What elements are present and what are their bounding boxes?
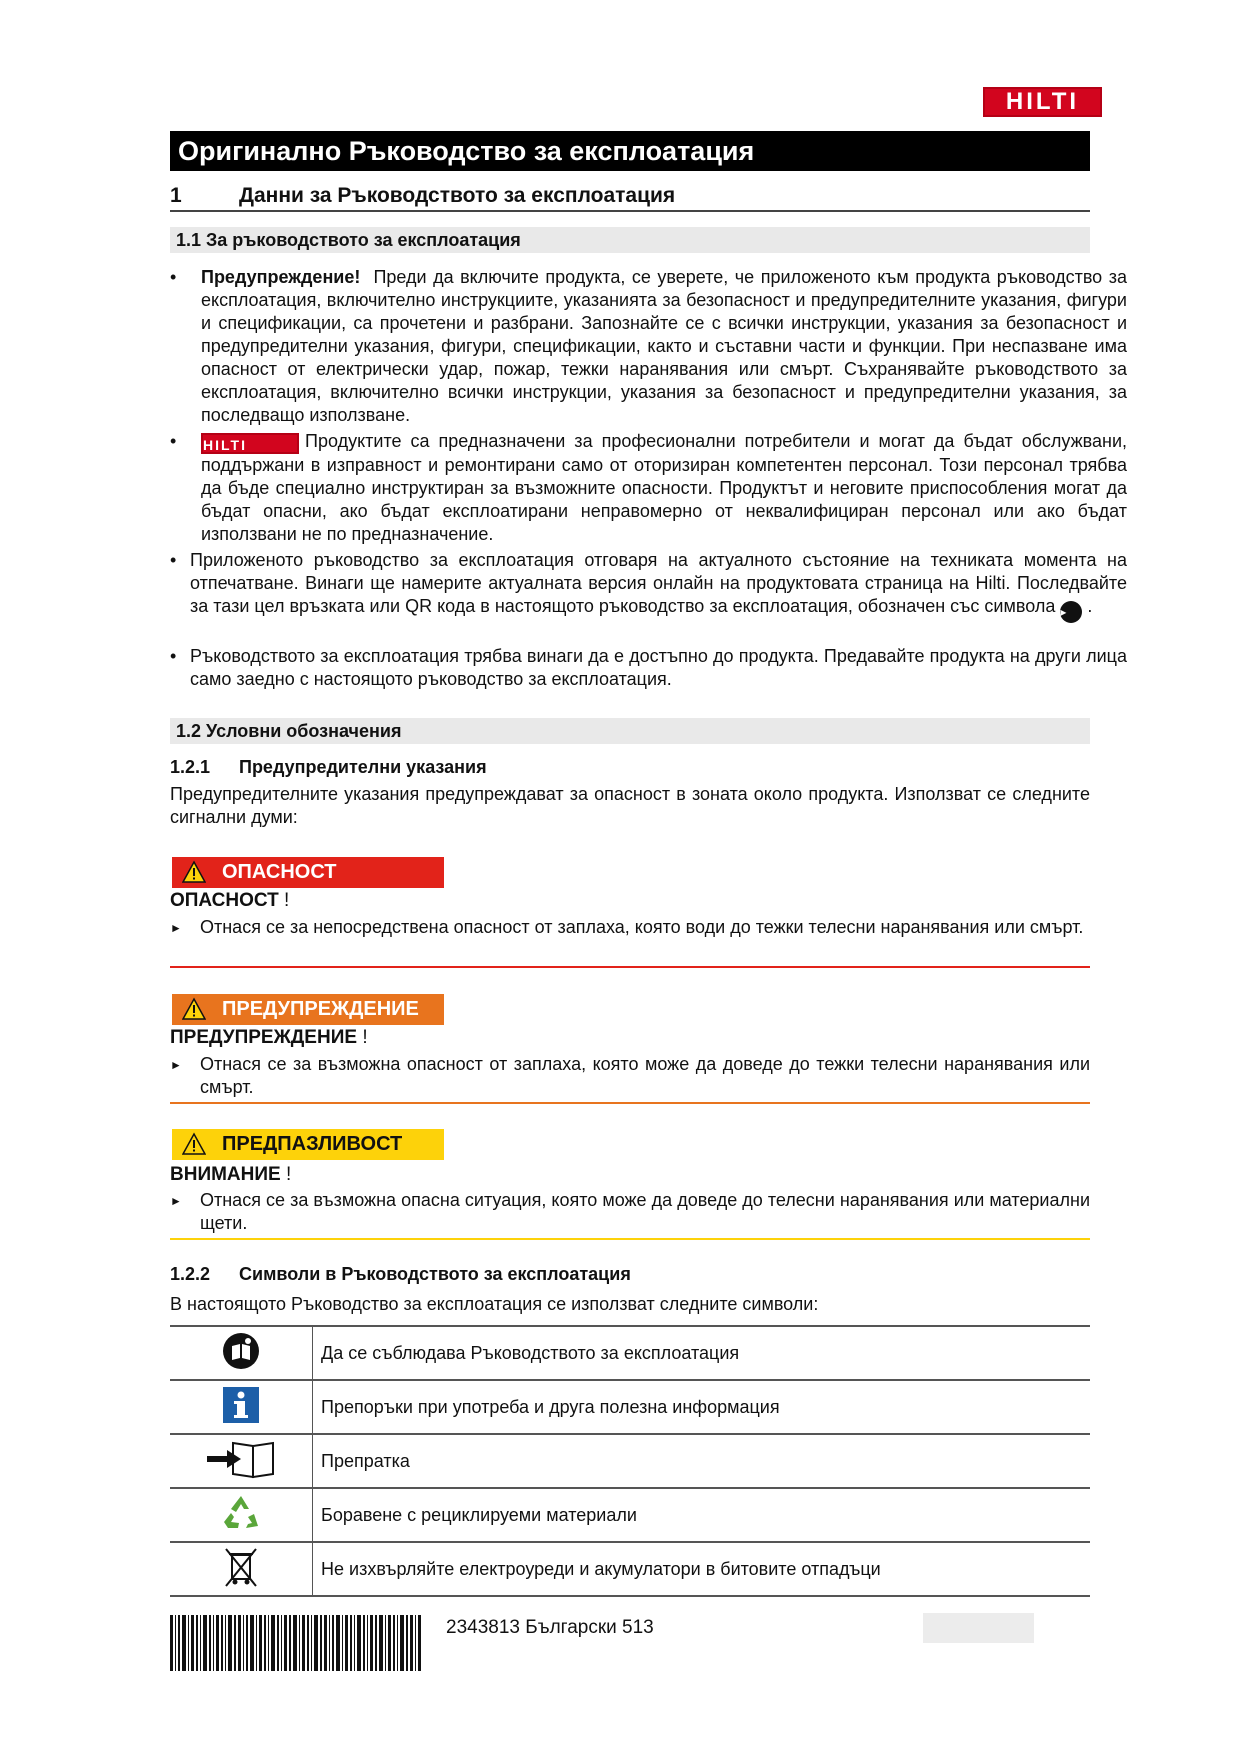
danger-label: ОПАСНОСТ bbox=[222, 861, 337, 883]
arrow-bullet-icon: ► bbox=[170, 1058, 182, 1072]
symbol-description: Препоръки при употреба и друга полезна информация bbox=[313, 1380, 1091, 1434]
subsection-title: Символи в Ръководството за експлоатация bbox=[239, 1264, 631, 1284]
table-row bbox=[170, 1380, 1090, 1434]
footer-page-info: 2343813 Български 513 bbox=[446, 1617, 654, 1638]
bullet-warning-paragraph bbox=[201, 266, 1127, 427]
table-row bbox=[170, 1434, 1090, 1488]
symbol-description: Препратка bbox=[313, 1434, 1091, 1488]
professional-text: Продуктите са предназначени за професионални потребители и могат да бъдат обслужвани, поддържани в изправност и ремонтирани само от оторизиран компетентен персонал. Този персонал трябва да бъде специално инструктиран за възможните опасности. Продуктът и неговите приспособления могат да бъдат опасни, ако бъдат експлоатирани неправомерно от неквалифициран персонал или ако бъдат използвани не по предназначение. bbox=[201, 431, 1127, 544]
bullet-marker: • bbox=[170, 431, 177, 451]
warning-rule bbox=[170, 1102, 1090, 1104]
warning-word: ПРЕДУПРЕЖДЕНИЕ ! bbox=[170, 1027, 368, 1048]
subsection-number: 1.2.1 bbox=[170, 757, 211, 777]
arrow-bullet-icon: ► bbox=[170, 1194, 182, 1208]
chapter-number: 1 bbox=[170, 184, 182, 207]
bullet-availability-paragraph bbox=[190, 645, 1127, 691]
symbol-cell bbox=[170, 1434, 313, 1488]
bullet-marker: • bbox=[170, 550, 177, 570]
caution-label: ПРЕДПАЗЛИВОСТ bbox=[222, 1133, 403, 1155]
arrow-bullet-icon: ► bbox=[170, 921, 182, 935]
danger-signal-bar bbox=[172, 857, 444, 888]
reference-book-icon bbox=[203, 1437, 279, 1481]
warnings-intro: Предупредителните указания предупреждават за опасност в зоната около продукта. Използват се следните сигнални думи: bbox=[170, 784, 1090, 827]
table-row bbox=[170, 1542, 1090, 1596]
danger-description: Отнася се за непосредствена опасност от заплаха, която води до тежки телесни наранявания или смърт. bbox=[200, 917, 1084, 937]
table-row bbox=[170, 1326, 1090, 1380]
info-icon bbox=[221, 1385, 261, 1425]
warning-lead: Предупреждение! bbox=[201, 267, 361, 287]
manual-icon: ▸ bbox=[1060, 601, 1082, 623]
chapter-title: Данни за Ръководството за експлоатация bbox=[239, 184, 676, 207]
manual-icon bbox=[221, 1331, 261, 1371]
section-heading-1-2: 1.2 Условни обозначения bbox=[170, 718, 1090, 744]
chapter-divider bbox=[170, 210, 1090, 212]
symbol-description: Да се съблюдава Ръководството за експлоатация bbox=[313, 1326, 1091, 1380]
current-version-end: . bbox=[1087, 596, 1093, 616]
symbols-intro: В настоящото Ръководство за експлоатация се използват следните символи: bbox=[170, 1294, 819, 1314]
warning-text: Преди да включите продукта, се уверете, че приложеното към продукта ръководство за експлоатация, включително инструкциите, указанията за безопасност и предупредителните указания, фигури и спецификации, са прочетени и разбрани. Запознайте се с всички инструкции, указания за безопасност и предупредителни указания, фигури, спецификации, както и съставни части и функции. При неспазване има опасност от електрически удар, пожар, тежки наранявания или смърт. Съхранявайте ръководството за експлоатация, включително всички инструкции, указания за безопасност и предупредителни указания, за последващо използване. bbox=[201, 267, 1127, 425]
danger-word: ОПАСНОСТ ! bbox=[170, 890, 290, 911]
caution-rule bbox=[170, 1238, 1090, 1240]
current-version-text: Приложеното ръководство за експлоатация отговаря на актуалното състояние на техниката момента на отпечатване. Винаги ще намерите актуалната версия онлайн на продуктовата страница на Hilti. Последвайте за тази цел връзката или QR кода в настоящото ръководство за експлоатация, обозначен със символа bbox=[190, 550, 1127, 616]
warning-description: Отнася се за възможна опасност от заплаха, която може да доведе до тежки телесни наранявания или смърт. bbox=[200, 1054, 1090, 1097]
document-title: Оригинално Ръководство за експлоатация bbox=[170, 131, 1090, 171]
hilti-logo: HILTI bbox=[983, 87, 1102, 117]
crossed-bin-icon bbox=[221, 1545, 261, 1589]
table-row bbox=[170, 1488, 1090, 1542]
danger-rule bbox=[170, 966, 1090, 968]
warning-triangle-icon bbox=[182, 997, 206, 1021]
subsection-number: 1.2.2 bbox=[170, 1264, 211, 1284]
warning-triangle-icon bbox=[182, 1132, 206, 1156]
warning-triangle-icon bbox=[182, 860, 206, 884]
symbol-cell bbox=[170, 1380, 313, 1434]
bullet-current-version-paragraph bbox=[190, 549, 1127, 623]
bullet-marker: • bbox=[170, 646, 177, 666]
symbol-cell bbox=[170, 1488, 313, 1542]
subsection-title: Предупредителни указания bbox=[239, 757, 487, 777]
caution-description: Отнася се за възможна опасна ситуация, която може да доведе до телесни наранявания или материални щети. bbox=[200, 1190, 1090, 1233]
recycle-icon bbox=[220, 1492, 262, 1534]
caution-word: ВНИМАНИЕ ! bbox=[170, 1164, 292, 1185]
caution-signal-bar bbox=[172, 1129, 444, 1160]
bullet-professional-paragraph bbox=[201, 430, 1127, 546]
symbol-description: Боравене с рециклируеми материали bbox=[313, 1488, 1091, 1542]
bullet-marker: • bbox=[170, 267, 177, 287]
symbol-cell bbox=[170, 1542, 313, 1596]
inline-hilti-logo: HILTI bbox=[201, 433, 299, 454]
section-heading-1-1: 1.1 За ръководството за експлоатация bbox=[170, 227, 1090, 253]
warning-label: ПРЕДУПРЕЖДЕНИЕ bbox=[222, 998, 419, 1020]
symbols-table bbox=[170, 1325, 1090, 1597]
symbol-cell bbox=[170, 1326, 313, 1380]
footer-grey-box bbox=[923, 1613, 1034, 1643]
availability-text: Ръководството за експлоатация трябва винаги да е достъпно до продукта. Предавайте продукта на други лица само заедно с настоящото ръководство за експлоатация. bbox=[190, 646, 1127, 689]
symbol-description: Не изхвърляйте електроуреди и акумулатори в битовите отпадъци bbox=[313, 1542, 1091, 1596]
barcode bbox=[170, 1615, 422, 1671]
warning-signal-bar bbox=[172, 994, 444, 1025]
